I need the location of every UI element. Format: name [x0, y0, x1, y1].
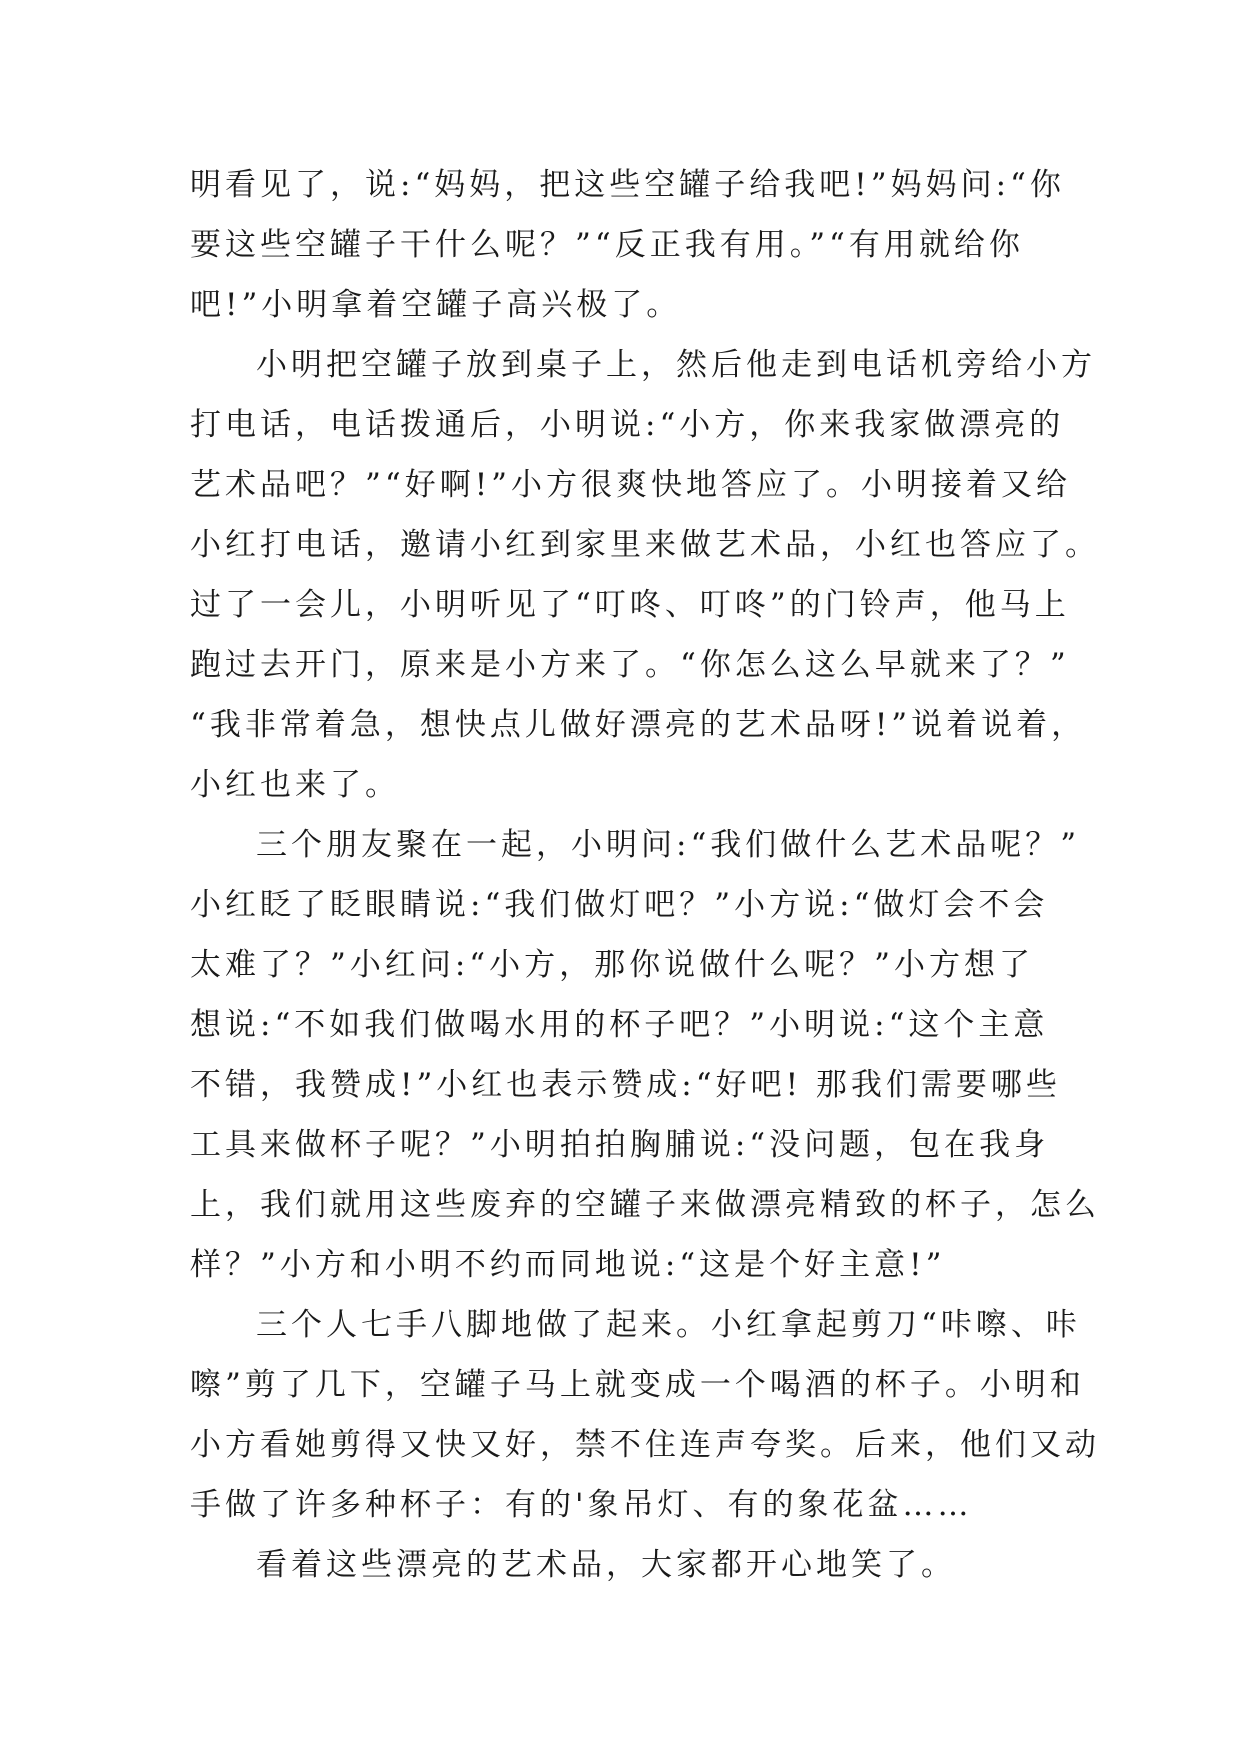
- text-line: 样？”小方和小明不约而同地说:“这是个好主意!”: [190, 1247, 946, 1283]
- text-line: 上，我们就用这些废弃的空罐子来做漂亮精致的杯子，怎么: [190, 1187, 1100, 1223]
- text-line: 工具来做杯子呢？”小明拍拍胸脯说:“没问题，包在我身: [190, 1127, 1050, 1163]
- text-line: 过了一会儿，小明听见了“叮咚、叮咚”的门铃声，他马上: [190, 587, 1070, 623]
- text-line: 小红打电话，邀请小红到家里来做艺术品，小红也答应了。: [190, 527, 1100, 563]
- text-line: 小方看她剪得又快又好，禁不住连声夸奖。后来，他们又动: [190, 1427, 1100, 1463]
- text-line: 艺术品吧？”“好啊!”小方很爽快地答应了。小明接着又给: [190, 467, 1071, 503]
- text-line: 三个朋友聚在一起，小明问:“我们做什么艺术品呢？”: [256, 827, 1081, 863]
- text-line: “我非常着急，想快点儿做好漂亮的艺术品呀!”说着说着，: [190, 707, 1087, 743]
- text-line: 不错，我赞成!”小红也表示赞成:“好吧! 那我们需要哪些: [190, 1067, 1061, 1103]
- text-line: 小红也来了。: [190, 767, 400, 803]
- paragraph: [190, 155, 1065, 335]
- text-line: 要这些空罐子干什么呢？”“反正我有用。”“有用就给你: [190, 227, 1024, 263]
- paragraph: [190, 335, 1100, 815]
- text-line: 想说:“不如我们做喝水用的杯子吧？”小明说:“这个主意: [190, 1007, 1049, 1043]
- paragraph: [190, 1295, 1100, 1535]
- text-line: 小明把空罐子放到桌子上，然后他走到电话机旁给小方: [256, 347, 1096, 383]
- document-page: [190, 155, 1100, 1595]
- text-line: 嚓”剪了几下，空罐子马上就变成一个喝酒的杯子。小明和: [190, 1367, 1085, 1403]
- text-line: 吧!”小明拿着空罐子高兴极了。: [190, 287, 682, 323]
- paragraph: [190, 815, 1100, 1295]
- text-line: 小红眨了眨眼睛说:“我们做灯吧？”小方说:“做灯会不会: [190, 887, 1049, 923]
- text-line: 三个人七手八脚地做了起来。小红拿起剪刀“咔嚓、咔: [256, 1307, 1081, 1343]
- text-line: 太难了？”小红问:“小方，那你说做什么呢？”小方想了: [190, 947, 1034, 983]
- text-line: 明看见了，说:“妈妈，把这些空罐子给我吧!”妈妈问:“你: [190, 167, 1065, 203]
- text-line: 手做了许多种杯子：有的'象吊灯、有的象花盆……: [190, 1487, 973, 1523]
- text-line: 看着这些漂亮的艺术品，大家都开心地笑了。: [256, 1547, 956, 1583]
- paragraph: [190, 1535, 1060, 1595]
- text-line: 跑过去开门，原来是小方来了。“你怎么这么早就来了？”: [190, 647, 1070, 683]
- text-line: 打电话，电话拨通后，小明说:“小方，你来我家做漂亮的: [190, 407, 1065, 443]
